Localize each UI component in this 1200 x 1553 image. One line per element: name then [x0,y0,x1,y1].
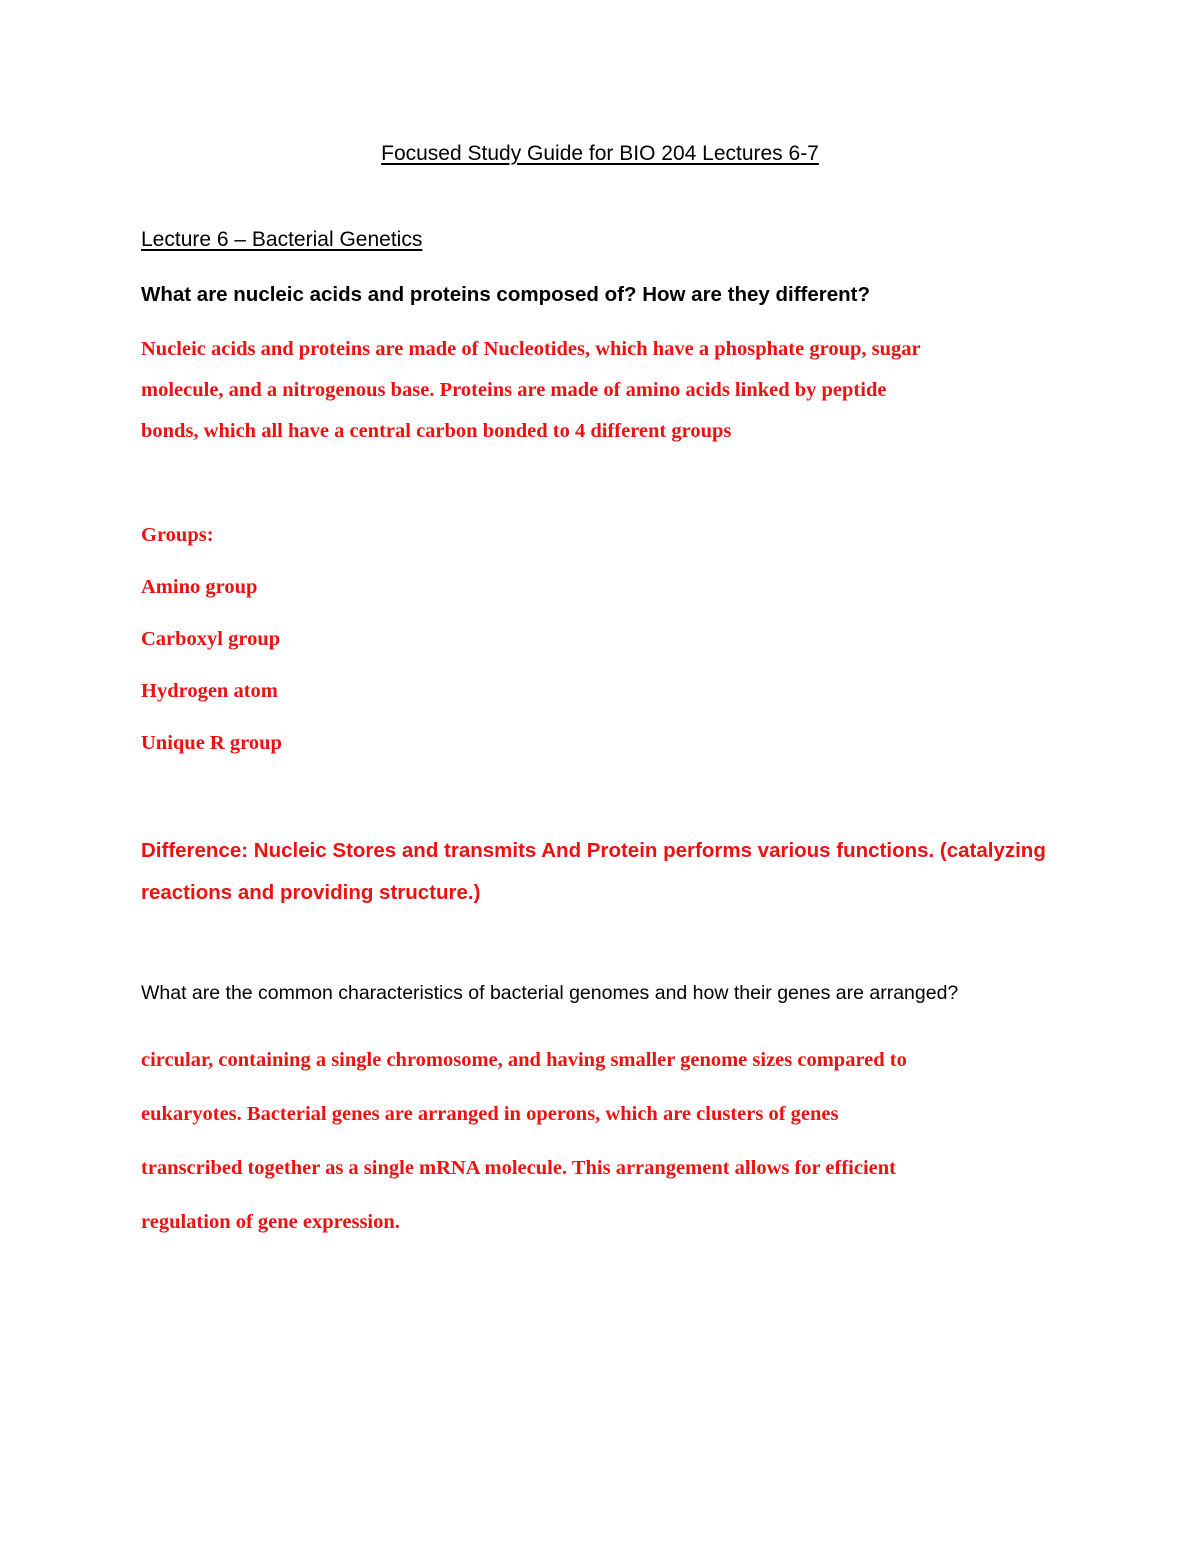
answer-2-line: circular, containing a single chromosome, and having smaller genome sizes compared to [141,1049,907,1071]
section-heading: Lecture 6 – Bacterial Genetics [141,228,423,251]
answer-2-line: regulation of gene expression. [141,1211,400,1233]
group-item: Unique R group [141,732,282,754]
group-item: Amino group [141,576,258,598]
question-1: What are nucleic acids and proteins composed of? How are they different? [141,283,871,306]
answer-2-line: eukaryotes. Bacterial genes are arranged in operons, which are clusters of genes [141,1103,839,1125]
question-2: What are the common characteristics of bacterial genomes and how their genes are arranged? [141,982,959,1004]
answer-1-line: molecule, and a nitrogenous base. Proteins are made of amino acids linked by peptide [141,379,887,401]
difference-line: Difference: Nucleic Stores and transmits And Protein performs various functions. (catalyzing [141,839,1046,862]
answer-1-line: bonds, which all have a central carbon bonded to 4 different groups [141,420,732,442]
document-title: Focused Study Guide for BIO 204 Lectures 6-7 [381,142,819,165]
group-item: Hydrogen atom [141,680,278,702]
groups-label: Groups: [141,524,214,546]
group-item: Carboxyl group [141,628,281,650]
answer-2-line: transcribed together as a single mRNA molecule. This arrangement allows for efficient [141,1157,896,1179]
answer-1-line: Nucleic acids and proteins are made of Nucleotides, which have a phosphate group, sugar [141,338,921,360]
difference-line: reactions and providing structure.) [141,881,481,904]
